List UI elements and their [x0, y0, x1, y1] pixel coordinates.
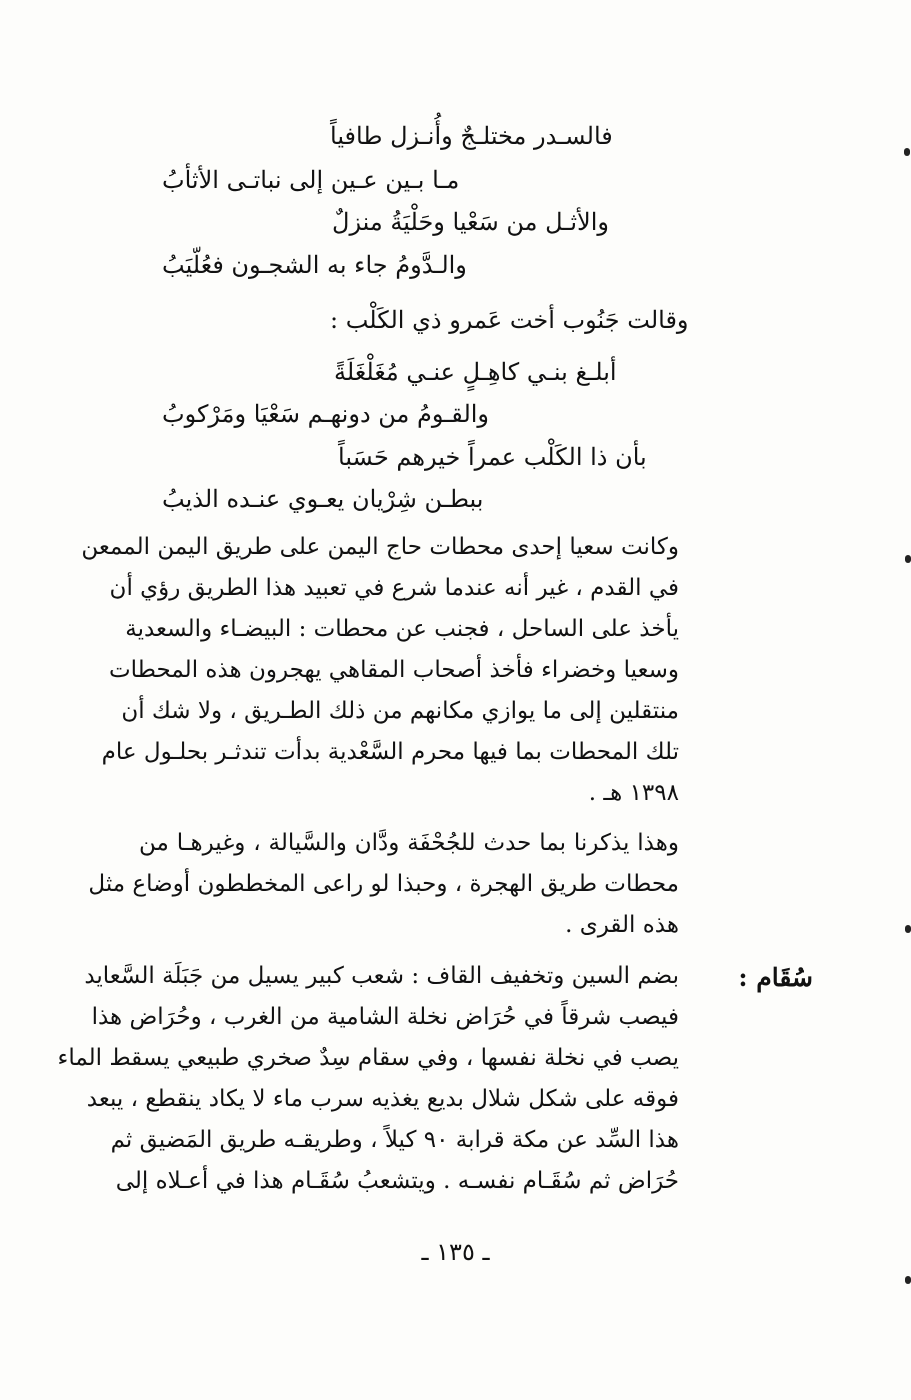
para2-line-3: هذه القرى . — [565, 912, 679, 938]
scan-speck — [904, 148, 910, 156]
intro-line: وقالت جَنُوب أخت عَمرو ذي الكَلْب : — [330, 306, 689, 334]
scan-speck — [905, 925, 911, 933]
poem1-line-2: مـا بـين عـين إلى نباتـى الأثأبُ — [162, 166, 460, 194]
entry-heading-suqam: سُقَام : — [738, 963, 813, 992]
poem2-line-3: بأن ذا الكَلْب عمراً خيرهم حَسَباً — [338, 443, 647, 471]
paragraph-juhfa — [88, 823, 679, 946]
poem1-line-3: والأثـل من سَعْيا وحَلْيَةُ منزلٌ — [332, 208, 609, 236]
para3-line-4: فوقه على شكل شلال بديع يغذيه سرب ماء لا يكاد ينقطع ، يبعد — [86, 1086, 679, 1112]
para3-line-3: يصب في نخلة نفسها ، وفي سقام سِدٌ صخري طبيعي يسقط الماء — [57, 1045, 679, 1071]
paragraph-sa-ya-road — [81, 527, 679, 814]
para2-line-2: محطات طريق الهجرة ، وحبذا لو راعى المخططون أوضاع مثل — [88, 871, 679, 897]
poem1-line-1: فالسـدر مختلـجٌ وأُنـزل طافياً — [330, 122, 613, 150]
para3-line-5: هذا السِّد عن مكة قرابة ٩٠ كيلاً ، وطريقـه طريق المَضيق ثم — [110, 1127, 679, 1153]
para1-line-1: وكانت سعيا إحدى محطات حاج اليمن على طريق اليمن الممعن — [81, 534, 679, 560]
para3-line-1: بضم السين وتخفيف القاف : شعب كبير يسيل من جَبَلَة السَّعايد — [84, 963, 679, 989]
scan-speck — [905, 1276, 911, 1284]
para1-line-7: ١٣٩٨ هـ . — [588, 780, 679, 806]
para1-line-6: تلك المحطات بما فيها محرم السَّعْدية بدأت تندثـر بحلـول عام — [101, 739, 679, 765]
poem2-line-1: أبلـغ بنـي كاهِـلٍ عنـي مُغَلْغَلَةً — [334, 358, 617, 386]
para3-line-6: حُرَاض ثم سُقَـام نفسـه . ويتشعبُ سُقَـام هذا في أعـلاه إلى — [115, 1168, 679, 1194]
poem2-line-2: والقـومُ من دونهـم سَعْيَا ومَرْكوبُ — [162, 400, 490, 428]
para1-line-2: في القدم ، غير أنه عندما شرع في تعبيد هذا الطريق رؤي أن — [109, 575, 679, 601]
paragraph-suqam — [57, 956, 679, 1202]
para1-line-3: يأخذ على الساحل ، فجنب عن محطات : البيضـاء والسعدية — [125, 616, 679, 642]
para1-line-5: منتقلين إلى ما يوازي مكانهم من ذلك الطـريق ، ولا شك أن — [121, 698, 679, 724]
para2-line-1: وهذا يذكرنا بما حدث للجُحْفَة ودَّان والسَّيالة ، وغيرهـا من — [139, 830, 679, 856]
para1-line-4: وسعيا وخضراء فأخذ أصحاب المقاهي يهجرون هذه المحطات — [109, 657, 679, 683]
scan-speck — [905, 555, 911, 563]
poem2-line-4: ببطـن شِرْيان يعـوي عنـده الذيبُ — [162, 485, 484, 513]
page-number: ـ ١٣٥ ـ — [421, 1238, 490, 1266]
para3-line-2: فيصب شرقاً في حُرَاض نخلة الشامية من الغرب ، وحُرَاض هذا — [91, 1004, 679, 1030]
poem1-line-4: والـدَّومُ جاء به الشجـون فعُلّيَبُ — [162, 251, 467, 279]
